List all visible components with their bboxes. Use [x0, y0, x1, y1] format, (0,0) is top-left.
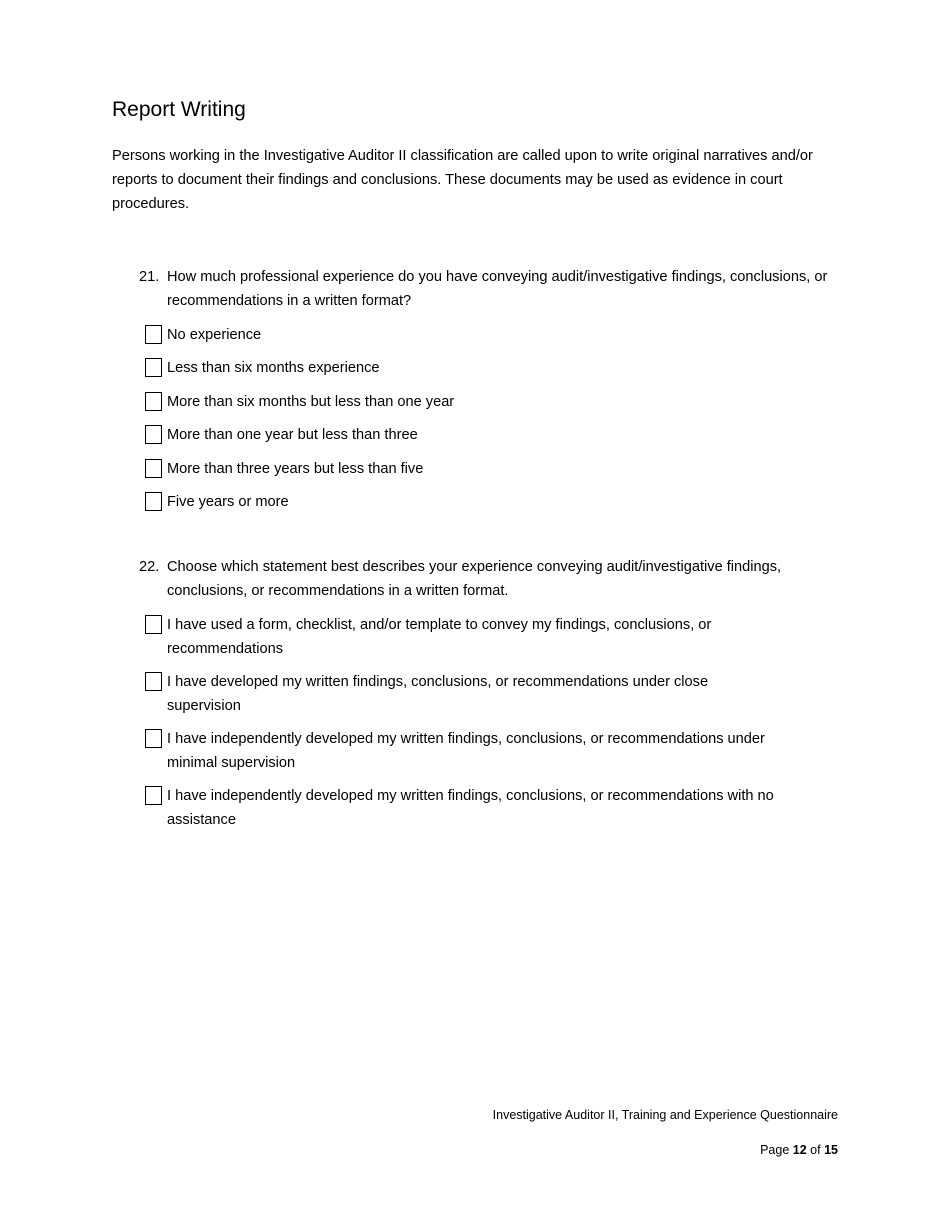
option-less-than-six-months	[139, 356, 839, 389]
question-21-options	[139, 323, 839, 523]
option-six-months-to-one-year	[139, 390, 839, 423]
question-number: 21.	[139, 269, 160, 285]
option-close-supervision	[139, 670, 839, 727]
page-total: 15	[824, 1143, 838, 1157]
option-label: Less than six months experience	[167, 360, 380, 377]
page-of: of	[810, 1143, 821, 1157]
option-three-to-five-years	[139, 457, 839, 490]
question-text: Choose which statement best describes your experience conveying audit/investigative findings, conclusions, or recommendations in a written format.	[167, 559, 782, 599]
option-label: Five years or more	[167, 493, 289, 510]
option-label: More than one year but less than three	[167, 427, 418, 444]
option-label: I have independently developed my written findings, conclusions, or recommendations under minimal supervision	[167, 731, 765, 771]
checkbox[interactable]	[145, 425, 162, 444]
option-five-years-or-more	[139, 490, 839, 523]
checkbox[interactable]	[145, 672, 162, 691]
option-used-template	[139, 613, 839, 670]
question-21-prompt	[139, 265, 839, 313]
option-label: I have developed my written findings, conclusions, or recommendations under close supervision	[167, 674, 709, 714]
option-label: More than six months but less than one year	[167, 393, 455, 410]
option-label: More than three years but less than five	[167, 460, 424, 477]
question-number: 22.	[139, 559, 160, 575]
question-text: How much professional experience do you have conveying audit/investigative findings, conclusions, or recommendations in a written format?	[167, 269, 828, 309]
question-22-prompt	[139, 555, 839, 603]
checkbox[interactable]	[145, 615, 162, 634]
option-no-experience	[139, 323, 839, 356]
option-minimal-supervision	[139, 727, 839, 784]
option-one-to-three-years	[139, 423, 839, 456]
footer-page-number	[760, 1141, 838, 1159]
page-prefix: Page	[760, 1143, 790, 1157]
option-no-assistance	[139, 784, 839, 841]
section-intro: Persons working in the Investigative Auditor II classification are called upon to write original narratives and/or reports to document their findings and conclusions. These documents may be used as evidence in court procedures.	[112, 148, 813, 212]
option-label: I have independently developed my written findings, conclusions, or recommendations with no assistance	[167, 788, 774, 828]
checkbox[interactable]	[145, 729, 162, 748]
page-current: 12	[792, 1143, 807, 1157]
option-label: I have used a form, checklist, and/or template to convey my findings, conclusions, or recommendations	[167, 617, 712, 657]
question-22-options	[139, 613, 839, 841]
checkbox[interactable]	[145, 325, 162, 344]
option-label: No experience	[167, 327, 262, 343]
question-22	[139, 555, 839, 841]
footer-document-title: Investigative Auditor II, Training and Experience Questionnaire	[492, 1108, 838, 1122]
checkbox[interactable]	[145, 459, 162, 478]
section-title: Report Writing	[112, 98, 246, 121]
checkbox[interactable]	[145, 392, 162, 411]
checkbox[interactable]	[145, 786, 162, 805]
question-21	[139, 265, 839, 523]
checkbox[interactable]	[145, 492, 162, 511]
checkbox[interactable]	[145, 358, 162, 377]
